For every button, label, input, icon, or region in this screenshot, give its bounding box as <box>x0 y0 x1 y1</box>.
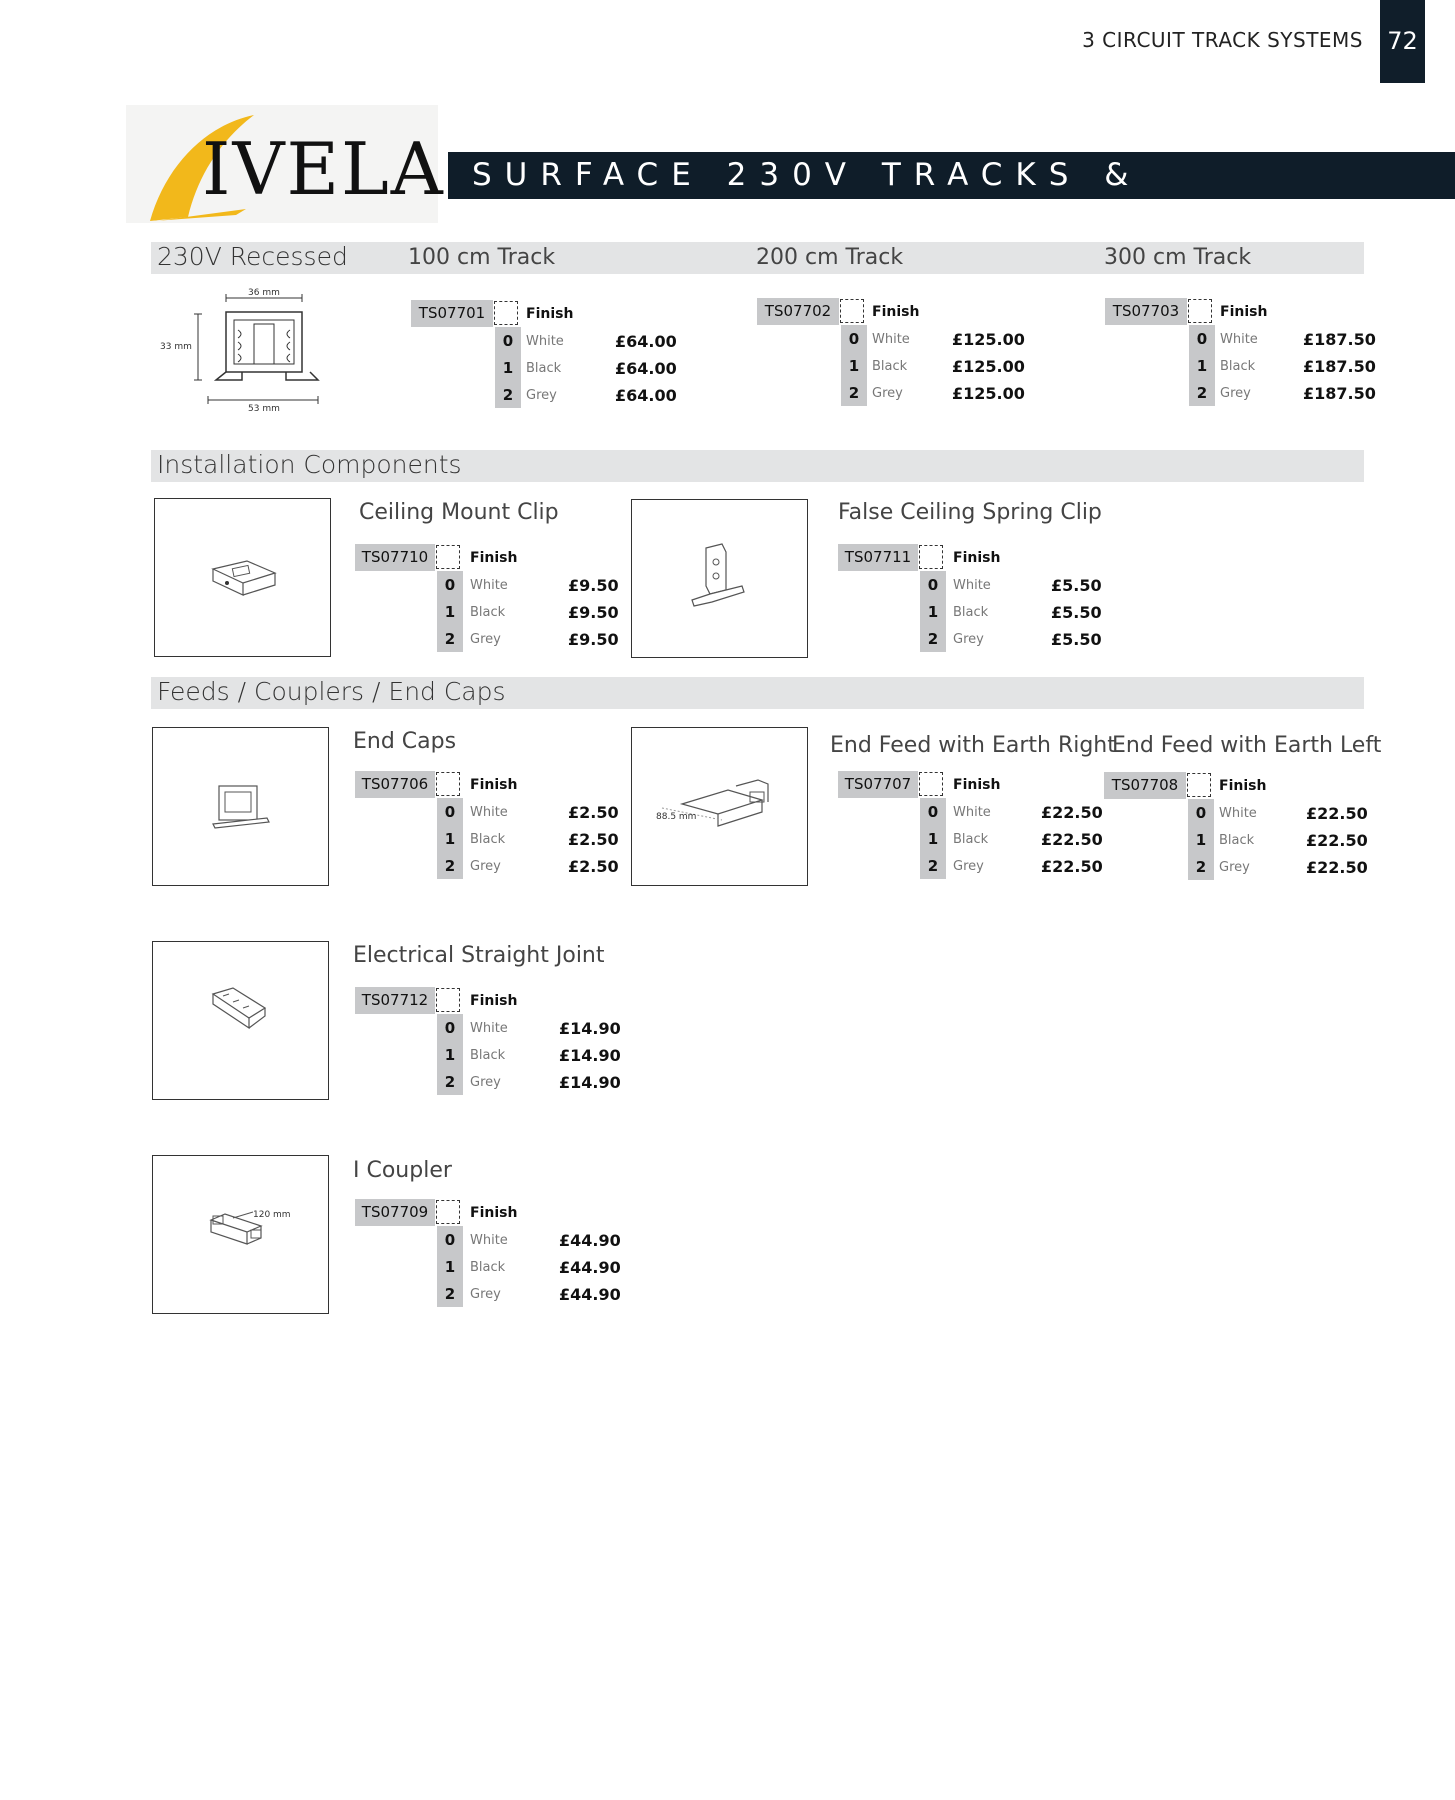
product-title-ceiling-clip: Ceiling Mount Clip <box>359 500 559 525</box>
product-block-ceiling-clip <box>355 544 619 654</box>
finish-label: Finish <box>953 550 1001 566</box>
finish-code: 2 <box>444 630 456 648</box>
finish-name: Black <box>953 605 989 620</box>
product-title-track200: 200 cm Track <box>756 245 904 270</box>
finish-code: 0 <box>444 1019 456 1037</box>
price: £22.50 <box>1041 803 1103 822</box>
finish-label: Finish <box>526 306 574 322</box>
finish-name: Black <box>470 1048 506 1063</box>
price: £64.00 <box>615 359 677 378</box>
product-code: TS07709 <box>355 1199 435 1226</box>
finish-name: Black <box>1219 833 1255 848</box>
finish-code: 0 <box>444 576 456 594</box>
price: £187.50 <box>1303 330 1376 349</box>
price: £125.00 <box>952 357 1025 376</box>
finish-code: 1 <box>1196 357 1208 375</box>
finish-code: 2 <box>1195 858 1207 876</box>
image-ceiling-mount-clip <box>154 498 331 657</box>
product-title-spring-clip: False Ceiling Spring Clip <box>838 500 1102 525</box>
finish-label: Finish <box>470 550 518 566</box>
finish-name: White <box>872 332 910 347</box>
price: £2.50 <box>568 803 619 822</box>
end-feed-icon <box>632 728 809 887</box>
finish-code-box[interactable] <box>436 988 460 1012</box>
i-coupler-icon <box>153 1156 330 1315</box>
price: £125.00 <box>952 384 1025 403</box>
image-end-feed <box>631 727 808 886</box>
product-title-feed-right: End Feed with Earth Right <box>830 733 1116 758</box>
finish-code-box[interactable] <box>919 545 943 569</box>
finish-name: Grey <box>470 1075 501 1090</box>
image-spring-clip <box>631 499 808 658</box>
finish-name: White <box>470 1021 508 1036</box>
finish-code-box[interactable] <box>436 545 460 569</box>
section-title-installation: Installation Components <box>157 450 462 479</box>
dim-height: 33 mm <box>160 342 192 352</box>
finish-code: 0 <box>444 1231 456 1249</box>
track-profile-diagram <box>156 284 326 416</box>
price: £22.50 <box>1306 831 1368 850</box>
dim-width-top: 36 mm <box>248 288 280 298</box>
dim-coupler: 120 mm <box>253 1210 291 1220</box>
price: £14.90 <box>559 1019 621 1038</box>
product-code: TS07702 <box>757 298 839 325</box>
price: £2.50 <box>568 857 619 876</box>
price: £64.00 <box>615 332 677 351</box>
finish-code: 2 <box>848 384 860 402</box>
finish-code: 1 <box>444 1258 456 1276</box>
finish-code: 2 <box>927 857 939 875</box>
product-title-straight-joint: Electrical Straight Joint <box>353 943 605 968</box>
price: £9.50 <box>568 630 619 649</box>
section-title-feeds: Feeds / Couplers / End Caps <box>157 677 506 706</box>
finish-label: Finish <box>1220 304 1268 320</box>
logo-text: IVELA <box>202 127 445 211</box>
finish-name: White <box>470 1233 508 1248</box>
product-title-feed-left: End Feed with Earth Left <box>1112 733 1382 758</box>
finish-code: 2 <box>927 630 939 648</box>
image-end-caps <box>152 727 329 886</box>
price: £44.90 <box>559 1258 621 1277</box>
image-i-coupler <box>152 1155 329 1314</box>
brand-logo <box>126 105 445 223</box>
finish-name: White <box>526 334 564 349</box>
price: £14.90 <box>559 1046 621 1065</box>
finish-label: Finish <box>953 777 1001 793</box>
finish-code: 1 <box>927 830 939 848</box>
finish-code: 0 <box>927 803 939 821</box>
finish-name: Black <box>470 1260 506 1275</box>
product-code: TS07703 <box>1105 298 1187 325</box>
finish-code-box[interactable] <box>494 301 518 325</box>
finish-code: 1 <box>444 603 456 621</box>
finish-code: 0 <box>1195 804 1207 822</box>
finish-name: White <box>470 578 508 593</box>
straight-joint-icon <box>153 942 330 1101</box>
finish-code: 0 <box>444 803 456 821</box>
finish-name: White <box>470 805 508 820</box>
section-header: 3 CIRCUIT TRACK SYSTEMS <box>1082 28 1363 52</box>
finish-name: Black <box>953 832 989 847</box>
image-straight-joint <box>152 941 329 1100</box>
price: £14.90 <box>559 1073 621 1092</box>
product-title-end-caps: End Caps <box>353 729 457 754</box>
product-title-track100: 100 cm Track <box>408 245 556 270</box>
finish-name: Black <box>1220 359 1256 374</box>
product-block-track100 <box>411 300 677 410</box>
finish-name: White <box>1220 332 1258 347</box>
finish-code-box[interactable] <box>919 772 943 796</box>
finish-code: 2 <box>444 1073 456 1091</box>
finish-code-box[interactable] <box>1187 773 1211 797</box>
product-code: TS07710 <box>355 544 435 571</box>
ceiling-clip-icon <box>155 499 332 658</box>
price: £22.50 <box>1041 830 1103 849</box>
finish-code: 2 <box>1196 384 1208 402</box>
price: £5.50 <box>1051 576 1102 595</box>
price: £22.50 <box>1306 858 1368 877</box>
price: £64.00 <box>615 386 677 405</box>
finish-name: Grey <box>872 386 903 401</box>
finish-code: 1 <box>927 603 939 621</box>
price: £5.50 <box>1051 603 1102 622</box>
finish-name: White <box>953 578 991 593</box>
price: £44.90 <box>559 1285 621 1304</box>
price: £22.50 <box>1306 804 1368 823</box>
product-code: TS07712 <box>355 987 435 1014</box>
product-code: TS07706 <box>355 771 435 798</box>
finish-name: Grey <box>526 388 557 403</box>
finish-code: 1 <box>444 830 456 848</box>
product-block-track200 <box>757 298 1025 408</box>
finish-code: 1 <box>1195 831 1207 849</box>
finish-name: Grey <box>953 859 984 874</box>
product-code: TS07711 <box>838 544 918 571</box>
finish-label: Finish <box>470 777 518 793</box>
finish-name: Grey <box>1220 386 1251 401</box>
finish-code: 1 <box>848 357 860 375</box>
finish-code: 1 <box>502 359 514 377</box>
finish-name: Grey <box>953 632 984 647</box>
product-block-spring-clip <box>838 544 1102 654</box>
finish-label: Finish <box>470 1205 518 1221</box>
finish-name: Black <box>872 359 908 374</box>
dim-width-bottom: 53 mm <box>248 404 280 414</box>
finish-name: Grey <box>470 859 501 874</box>
price: £125.00 <box>952 330 1025 349</box>
finish-code: 0 <box>1196 330 1208 348</box>
dim-end-feed: 88.5 mm <box>656 812 697 822</box>
product-block-feed-left <box>1104 772 1368 882</box>
finish-name: Grey <box>470 1287 501 1302</box>
section-title-recessed: 230V Recessed <box>157 242 348 271</box>
product-code: TS07708 <box>1104 772 1186 799</box>
price: £5.50 <box>1051 630 1102 649</box>
finish-code: 0 <box>848 330 860 348</box>
spring-clip-icon <box>632 500 809 659</box>
product-block-end-caps <box>355 771 619 881</box>
finish-label: Finish <box>872 304 920 320</box>
finish-code: 2 <box>444 857 456 875</box>
finish-code: 2 <box>502 386 514 404</box>
price: £9.50 <box>568 576 619 595</box>
finish-code: 0 <box>927 576 939 594</box>
product-block-i-coupler <box>355 1199 621 1309</box>
price: £9.50 <box>568 603 619 622</box>
price: £187.50 <box>1303 384 1376 403</box>
finish-code: 0 <box>502 332 514 350</box>
finish-label: Finish <box>470 993 518 1009</box>
page-number: 72 <box>1380 0 1425 83</box>
price: £2.50 <box>568 830 619 849</box>
price: £44.90 <box>559 1231 621 1250</box>
finish-code: 2 <box>444 1285 456 1303</box>
product-title-track300: 300 cm Track <box>1104 245 1252 270</box>
finish-code-box[interactable] <box>436 1200 460 1224</box>
finish-label: Finish <box>1219 778 1267 794</box>
product-code: TS07701 <box>411 300 493 327</box>
finish-name: Black <box>526 361 562 376</box>
finish-name: Black <box>470 832 506 847</box>
product-title-i-coupler: I Coupler <box>353 1158 452 1183</box>
finish-name: White <box>953 805 991 820</box>
finish-name: Grey <box>470 632 501 647</box>
finish-name: Black <box>470 605 506 620</box>
finish-code-box[interactable] <box>1188 299 1212 323</box>
price: £22.50 <box>1041 857 1103 876</box>
product-block-straight-joint <box>355 987 621 1097</box>
finish-code: 1 <box>444 1046 456 1064</box>
product-block-feed-right <box>838 771 1103 881</box>
product-block-track300 <box>1105 298 1376 408</box>
price: £187.50 <box>1303 357 1376 376</box>
finish-code-box[interactable] <box>436 772 460 796</box>
page-title: SURFACE 230V TRACKS & COMPONENTS <box>448 152 1455 199</box>
finish-name: White <box>1219 806 1257 821</box>
finish-code-box[interactable] <box>840 299 864 323</box>
end-cap-icon <box>153 728 330 887</box>
finish-name: Grey <box>1219 860 1250 875</box>
product-code: TS07707 <box>838 771 918 798</box>
